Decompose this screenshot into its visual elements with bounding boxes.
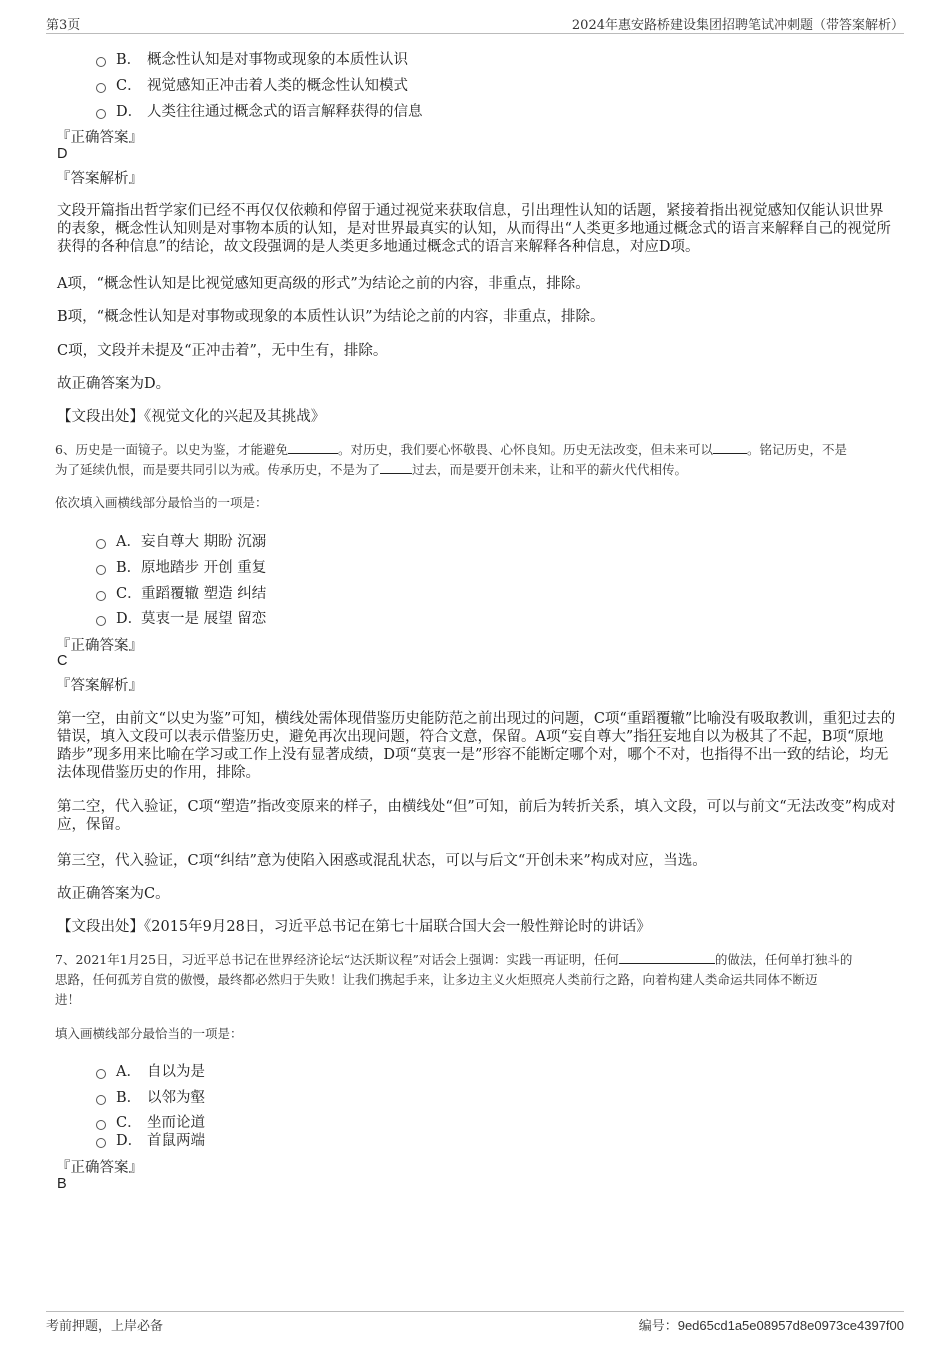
option-letter: A． xyxy=(116,1064,141,1080)
option-text: 重蹈覆辙 塑造 纠结 xyxy=(141,586,267,602)
q6-stem-part-d: 为了延续仇恨，而是要共同引以为戒。传承历史，不是为了 xyxy=(55,462,381,477)
q7-stem-part-d: 进！ xyxy=(55,992,81,1007)
q7-option-b[interactable] xyxy=(96,1086,205,1107)
q5-analysis-para-4: C项，文段并未提及“正冲击着”，无中生有，排除。 xyxy=(57,343,388,359)
option-letter: D． xyxy=(116,611,143,627)
option-text: 自以为是 xyxy=(147,1064,205,1080)
q5-option-b[interactable] xyxy=(96,48,408,69)
radio-icon[interactable] xyxy=(96,109,106,119)
q5-source: 【文段出处】《视觉文化的兴起及其挑战》 xyxy=(57,409,326,425)
footer-divider xyxy=(46,1311,904,1312)
q6-analysis-para-3: 第三空，代入验证，C项“纠结”意为使陷入困惑或混乱状态，可以与后文“开创未来”构成对应，当选。 xyxy=(57,853,707,869)
q5-option-d[interactable] xyxy=(96,100,423,121)
q5-answer: D xyxy=(57,146,68,162)
page-number: 第3页 xyxy=(46,18,81,33)
radio-icon[interactable] xyxy=(96,591,106,601)
option-text: 人类往往通过概念式的语言解释获得的信息 xyxy=(147,104,423,120)
q6-analysis-conclusion: 故正确答案为C。 xyxy=(57,886,170,902)
q7-blank xyxy=(619,951,715,964)
option-letter: C． xyxy=(116,586,142,602)
q6-analysis-para-1: 第一空，由前文“以史为鉴”可知，横线处需体现借鉴历史能防范之前出现过的问题，C项“重蹈覆辙”比喻没有吸取教训，重犯过去的错误，填入文段可以表示借鉴历史，避免再次出现问题，符合文意，保留。A项“妄自尊大”指狂妄地自以为极其了不起，B项“原地踏步”现多用来比喻在学习或工作上没有显著成绩，D项“莫衷一是”形容不能断定哪个对，哪个不对，也指得不出一致的结论，均无法体现借鉴历史的作用，排除。 xyxy=(57,711,896,781)
radio-icon[interactable] xyxy=(96,1138,106,1148)
option-letter: D． xyxy=(116,1133,143,1149)
footer-slogan: 考前押题，上岸必备 xyxy=(46,1319,164,1334)
q5-option-c[interactable] xyxy=(96,74,408,95)
radio-icon[interactable] xyxy=(96,1069,106,1079)
option-letter: D． xyxy=(116,104,143,120)
option-text: 视觉感知正冲击着人类的概念性认知模式 xyxy=(147,78,408,94)
radio-icon[interactable] xyxy=(96,1120,106,1130)
q5-analysis-para-2: A项，“概念性认知是比视觉感知更高级的形式”为结论之前的内容，非重点，排除。 xyxy=(57,276,590,292)
document-code-value: 9ed65cd1a5e08957d8e0973ce4397f00 xyxy=(677,1318,904,1333)
q6-blank-2 xyxy=(713,441,747,454)
q5-analysis-para-3: B项，“概念性认知是对事物或现象的本质性认识”为结论之前的内容，非重点，排除。 xyxy=(57,309,605,325)
radio-icon[interactable] xyxy=(96,565,106,575)
q6-option-c[interactable] xyxy=(96,582,266,603)
option-letter: C． xyxy=(116,1115,142,1131)
option-text: 首鼠两端 xyxy=(147,1133,205,1149)
radio-icon[interactable] xyxy=(96,539,106,549)
q5-analysis-label: 『答案解析』 xyxy=(56,171,143,187)
q7-stem-part-c: 思路，任何孤芳自赏的傲慢，最终都必然归于失败！让我们携起手来，让多边主义火炬照亮人类前行之路，向着构建人类命运共同体不断迈 xyxy=(55,972,818,987)
q6-option-b[interactable] xyxy=(96,556,266,577)
q6-option-a[interactable] xyxy=(96,530,266,551)
option-letter: B． xyxy=(116,560,142,576)
option-text: 原地踏步 开创 重复 xyxy=(141,560,267,576)
option-text: 妄自尊大 期盼 沉溺 xyxy=(141,534,267,550)
q6-blank-3 xyxy=(380,461,412,474)
document-title: 2024年惠安路桥建设集团招聘笔试冲刺题（带答案解析） xyxy=(571,18,904,33)
radio-icon[interactable] xyxy=(96,83,106,93)
q7-stem-part-a: 7、2021年1月25日，习近平总书记在世界经济论坛“达沃斯议程”对话会上强调：实践一再证明，任何 xyxy=(55,952,619,967)
q6-stem-part-c: 。铭记历史，不是 xyxy=(746,442,847,457)
header-divider xyxy=(46,33,904,34)
q6-answer: C xyxy=(57,653,68,669)
q6-source: 【文段出处】《2015年9月28日，习近平总书记在第七十届联合国大会一般性辩论时的讲话》 xyxy=(57,919,651,935)
q6-blank-1 xyxy=(288,441,338,454)
q5-analysis-para-1: 文段开篇指出哲学家们已经不再仅仅依赖和停留于通过视觉来获取信息，引出理性认知的话题，紧接着指出视觉感知仅能认识世界的表象，概念性认知则是对事物本质的认知，是对世界最真实的认知，从而得出“人类更多地通过概念式的语言来解释自己的视觉所获得的各种信息”的结论，故文段强调的是人类更多地通过概念式的语言来解释各种信息，对应D项。 xyxy=(57,203,891,255)
q7-instruction: 填入画横线部分最恰当的一项是： xyxy=(55,1026,243,1041)
q6-stem xyxy=(55,440,905,480)
document-code-label: 编号： xyxy=(638,1319,678,1334)
q6-stem-part-a: 6、历史是一面镜子。以史为鉴，才能避免 xyxy=(55,442,288,457)
q7-answer: B xyxy=(57,1176,67,1192)
q7-option-a[interactable] xyxy=(96,1060,205,1081)
q6-analysis-para-2: 第二空，代入验证，C项“塑造”指改变原来的样子，由横线处“但”可知，前后为转折关系，填入文段，可以与前文“无法改变”构成对应，保留。 xyxy=(57,799,896,833)
option-letter: B． xyxy=(116,52,142,68)
option-letter: A． xyxy=(116,534,141,550)
q6-stem-part-b: 。对历史，我们要心怀敬畏、心怀良知。历史无法改变，但未来可以 xyxy=(337,442,713,457)
radio-icon[interactable] xyxy=(96,57,106,67)
option-text: 莫衷一是 展望 留恋 xyxy=(141,611,267,627)
radio-icon[interactable] xyxy=(96,1095,106,1105)
option-letter: C． xyxy=(116,78,142,94)
option-text: 概念性认知是对事物或现象的本质性认识 xyxy=(147,52,408,68)
q6-option-d[interactable] xyxy=(96,607,266,628)
q6-answer-label: 『正确答案』 xyxy=(56,638,143,654)
q7-stem xyxy=(55,950,905,1010)
option-text: 以邻为壑 xyxy=(147,1090,205,1106)
option-letter: B． xyxy=(116,1090,142,1106)
q6-stem-part-e: 过去，而是要开创未来，让和平的薪火代代相传。 xyxy=(412,462,688,477)
q7-answer-label: 『正确答案』 xyxy=(56,1160,143,1176)
document-code xyxy=(639,1315,904,1334)
q6-analysis-label: 『答案解析』 xyxy=(56,678,143,694)
q7-stem-part-b: 的做法，任何单打独斗的 xyxy=(714,952,853,967)
option-text: 坐而论道 xyxy=(147,1115,205,1131)
q5-analysis-conclusion: 故正确答案为D。 xyxy=(57,376,171,392)
q6-instruction: 依次填入画横线部分最恰当的一项是： xyxy=(55,495,268,510)
radio-icon[interactable] xyxy=(96,616,106,626)
q5-answer-label: 『正确答案』 xyxy=(56,130,143,146)
q7-option-d[interactable] xyxy=(96,1129,205,1150)
